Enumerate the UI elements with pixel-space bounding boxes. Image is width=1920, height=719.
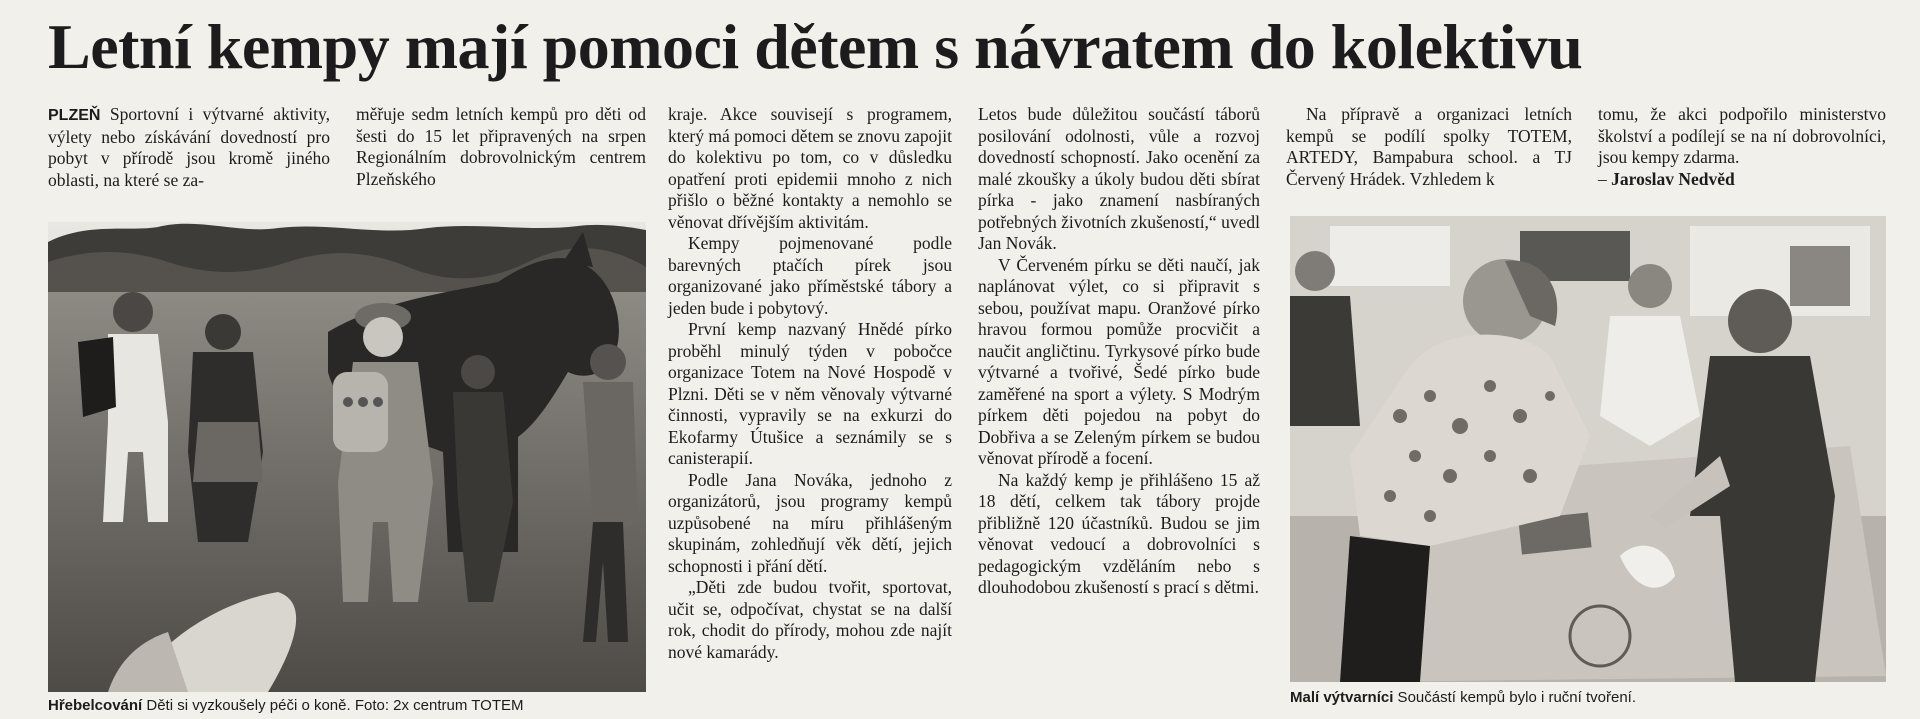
photo-caption-1	[48, 697, 524, 715]
caption-text: Součástí kempů bylo i ruční tvoření.	[1393, 689, 1637, 706]
headline: Letní kempy mají pomoci dětem s návratem do kolektivu	[48, 11, 1583, 82]
article-paragraph: Na každý kemp je přihlášeno 15 až 18 dětí, celkem tak tábory projde přibližně 120 účastníků. Budou se jim věnovat vedoucí a dobrovolníci s pedagogickým vzděláním nebo s dlouhodobou zkušeností s prací s dětmi.	[978, 469, 1260, 597]
article-column-3	[668, 104, 952, 663]
article-column-2	[356, 104, 646, 190]
article-quote: „Děti zde budou tvořit, sportovat, učit se, odpočívat, chystat se na další rok, chodit do přírody, mohou zde najít nové kamarády.	[668, 577, 952, 662]
article-paragraph: kraje. Akce souvisejí s programem, který má pomoci dětem se znovu zapojit do kolektivu po tom, co v důsledku opatření proti epidemii mnoho z nich přišlo o běžné kontakty a nemohlo se věnovat dřívějším aktivitám.	[668, 104, 952, 232]
article-paragraph: PLZEŇ Sportovní i výtvarné aktivity, výlety nebo získávání dovedností pro pobyt v přírodě jsou kromě jiného oblasti, na které se za-	[48, 104, 331, 190]
article-column-4	[978, 104, 1260, 599]
article-column-1	[48, 104, 330, 191]
author-signature: – Jaroslav Nedvěd	[1598, 168, 1735, 189]
article-column-6	[1598, 104, 1886, 190]
caption-text: Děti si vyzkoušely péči o koně.	[142, 697, 351, 714]
caption-lead: Hřebelcování	[48, 697, 143, 714]
article-paragraph: Kempy pojmenované podle barevných ptačích pírek jsou organizované jako příměstské tábory a jeden bude i pobytový.	[668, 233, 952, 318]
photo-crafts	[1290, 216, 1886, 682]
article-paragraph: Letos bude důležitou součástí táborů posilování odolnosti, vůle a rozvoj dovedností schopností. Jako ocenění za malé zkoušky a úkoly budou děti sbírat pírka - jako znamení nasbíraných potřebných životních zkušeností,“ uvedl Jan Novák.	[978, 104, 1260, 253]
article-paragraph: tomu, že akci podpořilo ministerstvo školství a podílejí se na ní dobrovolníci, jsou kempy zdarma.	[1598, 104, 1886, 167]
photo-horse-grooming	[48, 222, 646, 692]
article-paragraph: Podle Jana Nováka, jednoho z organizátorů, jsou programy kempů uzpůsobené na míru přihlášeným skupinám, zohledňují věk dětí, jejich schopnosti i přání dětí.	[668, 469, 952, 576]
article-paragraph: měřuje sedm letních kempů pro děti od šesti do 15 let připravených na srpen Regionálním dobrovolnickým centrem Plzeňského	[356, 104, 646, 189]
article-column-5	[1286, 104, 1572, 190]
article-paragraph: V Červeném pírku se děti naučí, jak naplánovat výlet, co si připravit s sebou, používat mapu. Oranžové pírko hravou formou pomůže procvičit a naučit angličtinu. Tyrkysové pírko bude výtvarné a tvořivé, Šedé pírko bude zaměřené na sport a výlety. S Modrým pírkem děti pojedou na pobyt do Dobřiva a se Zeleným pírkem se budou věnovat přírodě a focení.	[978, 254, 1260, 468]
caption-lead: Malí výtvarníci	[1290, 689, 1394, 706]
article-paragraph: Na přípravě a organizaci letních kempů se podílí spolky TOTEM, ARTEDY, Bampabura school. a TJ Červený Hrádek. Vzhledem k	[1286, 104, 1572, 189]
photo-image	[1290, 216, 1886, 682]
photo-image	[48, 222, 646, 692]
photo-caption-2	[1290, 689, 1636, 707]
dateline: PLZEŇ	[48, 107, 101, 124]
photo-credit: Foto: 2x centrum TOTEM	[350, 697, 524, 714]
article-paragraph: První kemp nazvaný Hnědé pírko proběhl minulý týden v pobočce organizace Totem na Nové Hospodě v Plzni. Děti se v něm věnovaly výtvarné činnosti, vypravily se na exkurzi do Ekofarmy Útušice a seznámily se s canisterapií.	[668, 319, 952, 468]
